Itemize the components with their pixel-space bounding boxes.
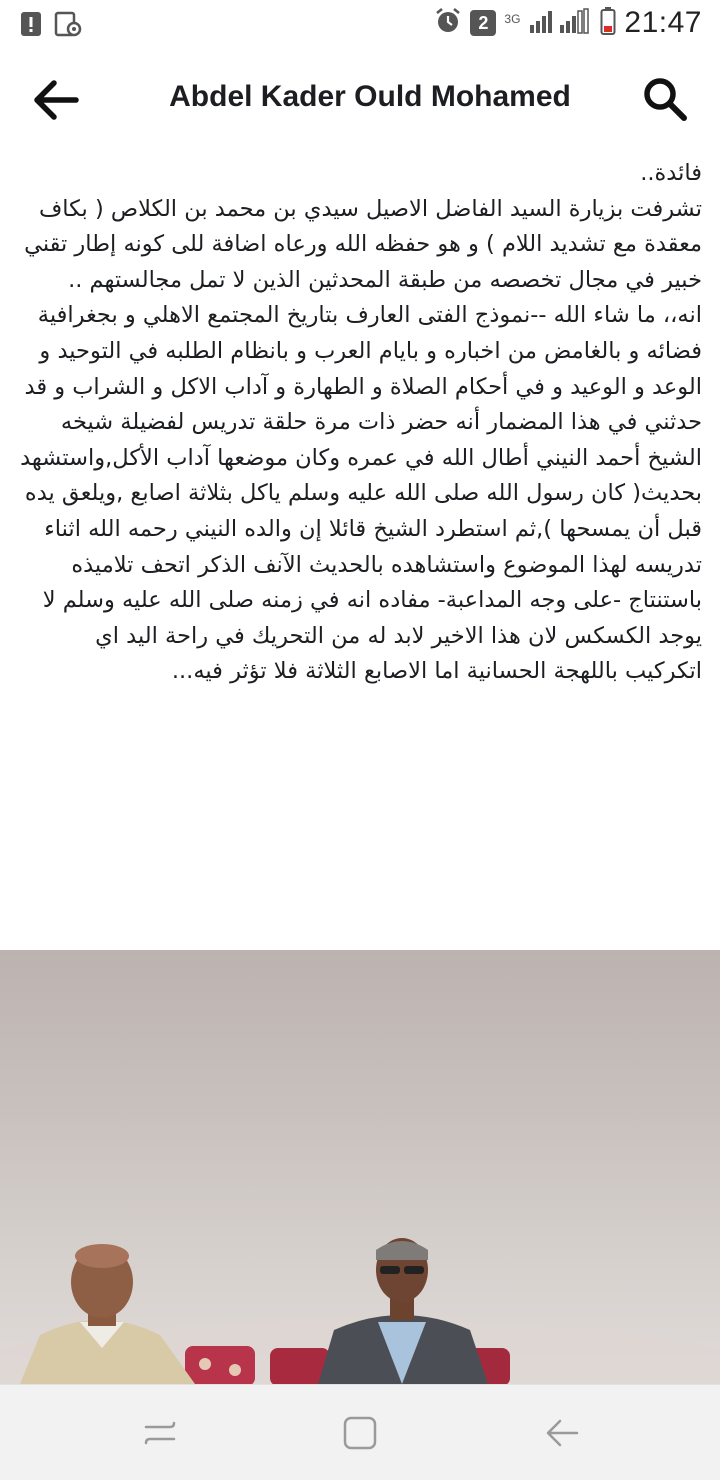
- post-paragraph: انه،، ما شاء الله --نموذج الفتى العارف بتاريخ المجتمع الاهلي و بجغرافية فضائه و بالغامض من اخباره و بايام العرب و بانظام الطلبه في التوحيد و الوعد و الوعيد و في أحكام الصلاة و الطهارة و آداب الاكل و الشراب و قد حدثني في هذا المضمار أنه حضر ذات مرة حلقة تدريس لفضيلة شيخه الشيخ أحمد النيني أطال الله في عمره وكان موضعها آداب الأكل,واستشهد بحديث( كان رسول الله صلى الله عليه وسلم ياكل بثلاثة اصابع ,ويلعق يده قبل أن يمسحها ),ثم استطرد الشيخ قائلا إن والده النيني رحمه الله اثناء تدريسه لهذا الموضوع واستشاهده بالحديث الآنف الذكر اتحف تلاميذه باستنتاج -على وجه المداعبة- مفاده انه في زمنه صلى الله عليه وسلم لا يوجد الكسكس لان هذا الاخير لابد له من التحريك في راحة اليد اي اتكركيب باللهجة الحسانية اما الاصابع الثلاثة فلا تؤثر فيه...: [20, 302, 702, 685]
- two-men-seated-illustration: [0, 950, 720, 1384]
- app-header: [0, 50, 720, 150]
- home-icon: [340, 1413, 380, 1453]
- notification-badge-icon: [470, 10, 496, 36]
- system-nav-bar: [0, 1384, 720, 1480]
- search-button[interactable]: [642, 76, 688, 122]
- signal-icon: [528, 7, 592, 39]
- network-type: 3G: [504, 12, 521, 26]
- nav-back-button[interactable]: [542, 1413, 582, 1453]
- back-button[interactable]: [30, 78, 82, 122]
- status-left: [20, 10, 82, 42]
- alert-icon: [20, 10, 42, 42]
- page-title: Abdel Kader Ould Mohamed: [169, 80, 571, 113]
- home-button[interactable]: [340, 1413, 380, 1453]
- status-right: [434, 6, 702, 40]
- nav-back-icon: [542, 1413, 582, 1453]
- alarm-icon: [434, 7, 462, 39]
- back-arrow-icon: [30, 78, 82, 122]
- battery-icon: [600, 6, 616, 40]
- post-body: [18, 156, 702, 690]
- post-photo[interactable]: [0, 950, 720, 1384]
- status-clock: 21:47: [624, 6, 702, 39]
- recents-icon: [140, 1413, 180, 1453]
- post-paragraph: فائدة..: [640, 160, 702, 186]
- recents-button[interactable]: [140, 1413, 180, 1453]
- post-paragraph: تشرفت بزيارة السيد الفاضل الاصيل سيدي بن محمد بن الكلاص ( بكاف معقدة مع تشديد اللام ) و هو حفظه الله ورعاه اضافة للى كونه إطار تقني خبير في مجال تخصصه من طبقة المحدثين الذين لا تمل مجالستهم ..: [24, 195, 702, 293]
- notification-count: 2: [478, 12, 489, 33]
- screen-record-icon: [54, 10, 82, 42]
- search-icon: [642, 76, 688, 122]
- status-bar: [0, 0, 720, 50]
